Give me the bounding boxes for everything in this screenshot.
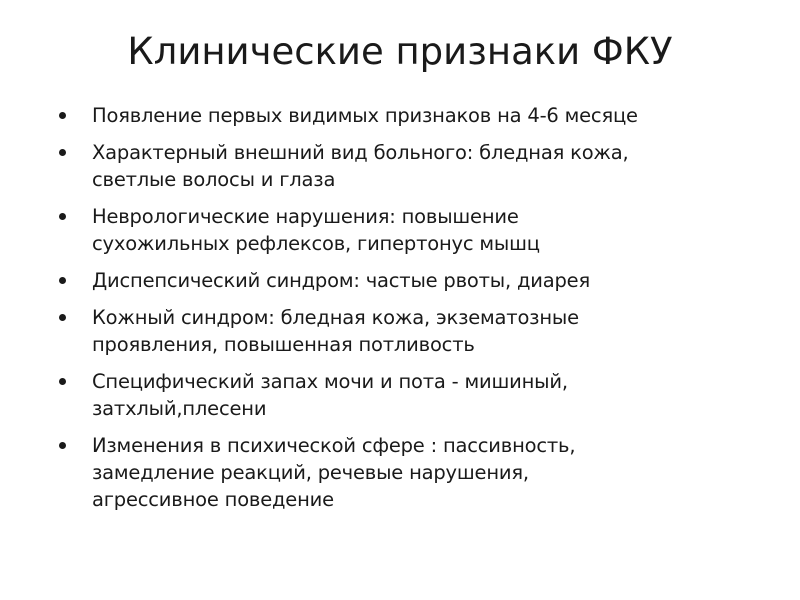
bullet-item bbox=[56, 304, 746, 358]
bullet-line: замедление реакций, речевые нарушения, bbox=[92, 461, 529, 484]
bullet-item bbox=[56, 102, 746, 129]
bullet-text bbox=[92, 102, 746, 129]
bullet-text bbox=[92, 139, 746, 193]
bullet-text bbox=[92, 304, 746, 358]
bullet-line: проявления, повышенная потливость bbox=[92, 333, 475, 356]
bullet-line: затхлый,плесени bbox=[92, 397, 267, 420]
bullet-line: Неврологические нарушения: повышение bbox=[92, 205, 519, 228]
bullet-line: сухожильных рефлексов, гипертонус мышц bbox=[92, 232, 540, 255]
bullet-dot-icon bbox=[59, 149, 66, 156]
bullet-dot-icon bbox=[59, 442, 66, 449]
bullet-dot-icon bbox=[59, 378, 66, 385]
bullet-text bbox=[92, 432, 746, 513]
bullet-line: Изменения в психической сфере : пассивность, bbox=[92, 434, 576, 457]
slide-title: Клинические признаки ФКУ bbox=[127, 30, 673, 73]
bullet-dot-icon bbox=[59, 112, 66, 119]
bullet-line: светлые волосы и глаза bbox=[92, 168, 336, 191]
bullet-line: агрессивное поведение bbox=[92, 488, 334, 511]
bullet-item bbox=[56, 267, 746, 294]
bullet-dot-icon bbox=[59, 213, 66, 220]
bullet-line: Диспепсический синдром: частые рвоты, диарея bbox=[92, 269, 591, 292]
bullet-text bbox=[92, 267, 746, 294]
bullet-line: Характерный внешний вид больного: бледная кожа, bbox=[92, 141, 629, 164]
bullet-item bbox=[56, 139, 746, 193]
bullet-item bbox=[56, 432, 746, 513]
bullet-line: Появление первых видимых признаков на 4-6 месяце bbox=[92, 104, 638, 127]
bullet-text bbox=[92, 368, 746, 422]
bullet-line: Кожный синдром: бледная кожа, экзематозные bbox=[92, 306, 579, 329]
bullet-dot-icon bbox=[59, 314, 66, 321]
bullet-text bbox=[92, 203, 746, 257]
bullet-item bbox=[56, 368, 746, 422]
bullet-item bbox=[56, 203, 746, 257]
bullet-line: Специфический запах мочи и пота - мишиный, bbox=[92, 370, 568, 393]
bullet-dot-icon bbox=[59, 277, 66, 284]
bullet-list bbox=[56, 102, 746, 523]
